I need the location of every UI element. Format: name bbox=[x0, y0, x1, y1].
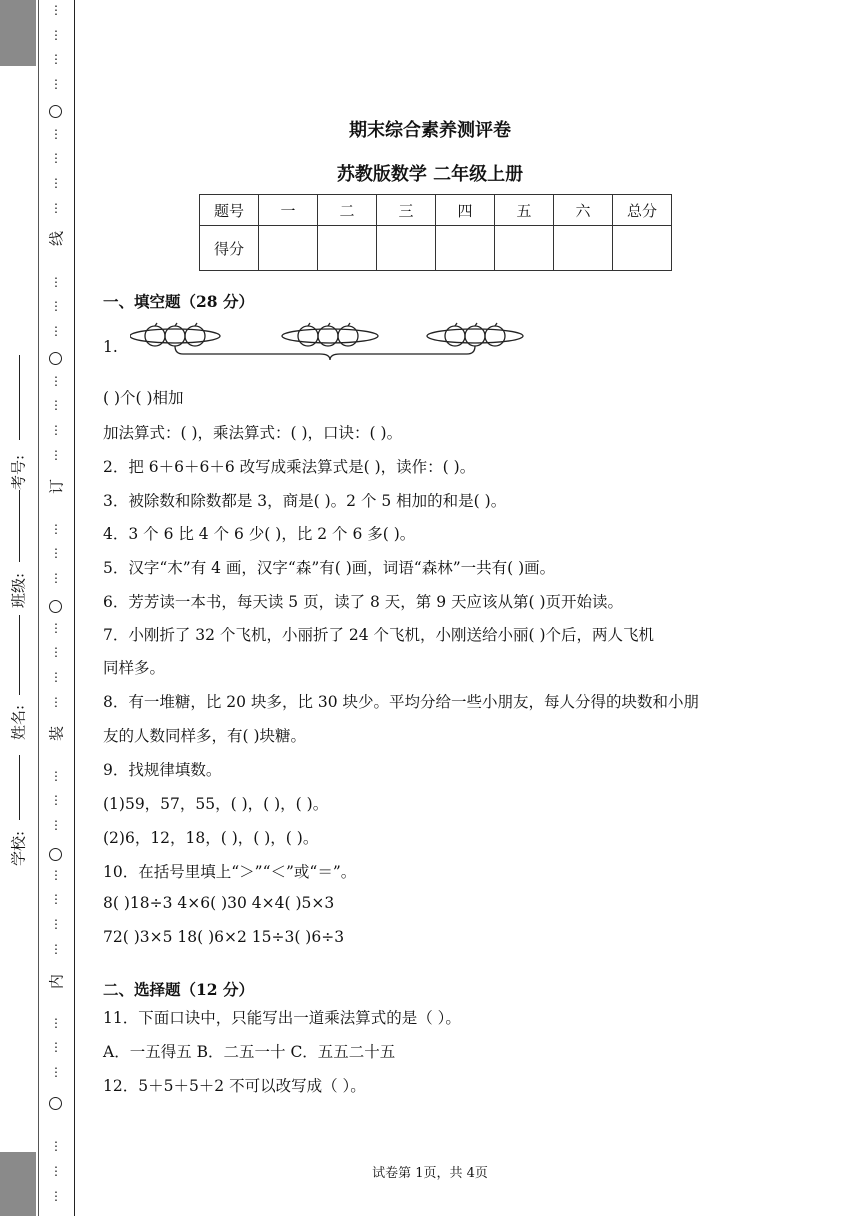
question-10-row-2: 72( )3×5 18( )6×2 15÷3( )6÷3 bbox=[103, 928, 345, 946]
dotted-line-mark: ⋮ bbox=[50, 521, 62, 536]
circle-mark bbox=[49, 1097, 62, 1110]
question-7-line-a: 7．小刚折了 32 个飞机，小丽折了 24 个飞机，小刚送给小丽( )个后，两人飞机 bbox=[103, 626, 655, 644]
question-8-line-b: 友的人数同样多，有( )块糖。 bbox=[103, 727, 307, 745]
score-header-cell: 三 bbox=[377, 195, 436, 226]
dotted-line-mark: ⋮ bbox=[50, 175, 62, 190]
question-9: 9．找规律填数。 bbox=[103, 761, 222, 779]
dotted-line-mark: ⋮ bbox=[50, 3, 62, 17]
school-blank bbox=[19, 755, 20, 820]
score-header-cell: 一 bbox=[259, 195, 318, 226]
question-3: 3．被除数和除数都是 3，商是( )。2 个 5 相加的和是( )。 bbox=[103, 492, 507, 510]
score-row-label: 得分 bbox=[200, 226, 259, 271]
marker-nei: 内 bbox=[47, 974, 66, 990]
question-9-part-1: (1)59，57，55，( )，( )，( )。 bbox=[103, 795, 329, 813]
score-cell[interactable] bbox=[495, 226, 554, 271]
score-header-cell: 二 bbox=[318, 195, 377, 226]
dotted-line-mark: ⋮ bbox=[50, 892, 62, 907]
exam-no-blank bbox=[19, 355, 20, 440]
dotted-line-mark: ⋮ bbox=[50, 52, 62, 67]
score-header-cell: 五 bbox=[495, 195, 554, 226]
name-blank bbox=[19, 615, 20, 695]
dotted-line-mark: ⋮ bbox=[50, 447, 62, 462]
score-cell[interactable] bbox=[318, 226, 377, 271]
question-1-number: 1. bbox=[103, 338, 118, 356]
question-7-line-b: 同样多。 bbox=[103, 659, 166, 677]
circle-mark bbox=[49, 848, 62, 861]
score-table bbox=[199, 194, 672, 271]
score-header-cell: 题号 bbox=[200, 195, 259, 226]
circle-mark bbox=[49, 352, 62, 365]
dotted-line-mark: ⋮ bbox=[50, 916, 62, 931]
dotted-line-mark: ⋮ bbox=[50, 1163, 62, 1178]
page-title: 期末综合素养测评卷 bbox=[349, 120, 511, 141]
question-11-options: A．一五得五 B．二五一十 C．五五二十五 bbox=[103, 1043, 396, 1061]
class-blank bbox=[19, 490, 20, 562]
score-table-header-row bbox=[200, 195, 672, 226]
page-subtitle: 苏教版数学 二年级上册 bbox=[336, 164, 524, 185]
dotted-line-mark: ⋮ bbox=[50, 867, 62, 882]
dotted-line-mark: ⋮ bbox=[50, 1040, 62, 1055]
dotted-line-mark: ⋮ bbox=[50, 620, 62, 635]
question-12: 12．5＋5＋5＋2 不可以改写成（ ）。 bbox=[103, 1077, 366, 1095]
score-header-cell: 四 bbox=[436, 195, 495, 226]
dotted-line-mark: ⋮ bbox=[50, 398, 62, 413]
dotted-line-mark: ⋮ bbox=[50, 274, 62, 289]
question-10: 10．在括号里填上“＞”“＜”或“＝”。 bbox=[103, 863, 357, 881]
dotted-line-mark: ⋮ bbox=[50, 941, 62, 956]
score-cell[interactable] bbox=[377, 226, 436, 271]
exam-no-label: 考号: bbox=[9, 454, 28, 491]
question-4: 4．3 个 6 比 4 个 6 少( )，比 2 个 6 多( )。 bbox=[103, 525, 416, 543]
question-5: 5．汉字“木”有 4 画，汉字“森”有( )画，词语“森林”一共有( )画。 bbox=[103, 559, 556, 577]
dotted-line-mark: ⋮ bbox=[50, 694, 62, 709]
dotted-line-mark: ⋮ bbox=[50, 373, 62, 388]
dotted-line-mark: ⋮ bbox=[50, 422, 62, 437]
dotted-line-mark: ⋮ bbox=[50, 669, 62, 684]
dotted-line-mark: ⋮ bbox=[50, 126, 62, 141]
dotted-line-mark: ⋮ bbox=[50, 546, 62, 561]
name-label: 姓名: bbox=[9, 704, 28, 741]
page-footer: 试卷第 1页，共 4页 bbox=[372, 1166, 488, 1181]
dotted-line-mark: ⋮ bbox=[50, 1188, 62, 1203]
score-cell[interactable] bbox=[259, 226, 318, 271]
marker-xian: 线 bbox=[47, 231, 66, 247]
question-1-line-a: ( )个( )相加 bbox=[103, 389, 184, 407]
apples-on-plates-illustration bbox=[130, 322, 530, 362]
question-10-row-1: 8( )18÷3 4×6( )30 4×4( )5×3 bbox=[103, 894, 335, 912]
question-6: 6．芳芳读一本书，每天读 5 页，读了 8 天，第 9 天应该从第( )页开始读。 bbox=[103, 593, 624, 611]
score-cell[interactable] bbox=[613, 226, 672, 271]
margin-gray-block-top bbox=[0, 0, 36, 66]
question-1-line-b: 加法算式：( )，乘法算式：( )，口诀：( )。 bbox=[103, 424, 403, 442]
dotted-line-mark: ⋮ bbox=[50, 1015, 62, 1030]
score-header-cell: 六 bbox=[554, 195, 613, 226]
dotted-line-mark: ⋮ bbox=[50, 818, 62, 833]
question-8-line-a: 8．有一堆糖，比 20 块多，比 30 块少。平均分给一些小朋友，每人分得的块数和小朋 bbox=[103, 693, 700, 711]
score-header-cell: 总分 bbox=[613, 195, 672, 226]
marker-zhuang: 装 bbox=[47, 726, 66, 742]
question-11: 11．下面口诀中，只能写出一道乘法算式的是（ ）。 bbox=[103, 1009, 461, 1027]
dotted-line-mark: ⋮ bbox=[50, 151, 62, 166]
dotted-line-mark: ⋮ bbox=[50, 27, 62, 42]
section-heading-fill-in: 一、填空题（28 分） bbox=[103, 292, 254, 311]
dotted-line-mark: ⋮ bbox=[50, 645, 62, 660]
dotted-line-mark: ⋮ bbox=[50, 1065, 62, 1080]
score-cell[interactable] bbox=[554, 226, 613, 271]
dotted-line-mark: ⋮ bbox=[50, 200, 62, 215]
dotted-line-mark: ⋮ bbox=[50, 77, 62, 92]
marker-ding: 订 bbox=[47, 479, 66, 495]
dotted-line-mark: ⋮ bbox=[50, 1139, 62, 1154]
dotted-line-mark: ⋮ bbox=[50, 793, 62, 808]
score-cell[interactable] bbox=[436, 226, 495, 271]
circle-mark bbox=[49, 600, 62, 613]
dotted-line-mark: ⋮ bbox=[50, 299, 62, 314]
school-label: 学校: bbox=[9, 830, 28, 867]
score-table-score-row bbox=[200, 226, 672, 271]
dotted-line-mark: ⋮ bbox=[50, 768, 62, 783]
question-2: 2．把 6＋6＋6＋6 改写成乘法算式是( )，读作：( )。 bbox=[103, 458, 476, 476]
dotted-line-mark: ⋮ bbox=[50, 571, 62, 586]
section-heading-choice: 二、选择题（12 分） bbox=[103, 980, 254, 999]
dotted-line-mark: ⋮ bbox=[50, 324, 62, 339]
question-9-part-2: (2)6，12，18，( )，( )，( )。 bbox=[103, 829, 319, 847]
class-label: 班级: bbox=[9, 572, 28, 609]
